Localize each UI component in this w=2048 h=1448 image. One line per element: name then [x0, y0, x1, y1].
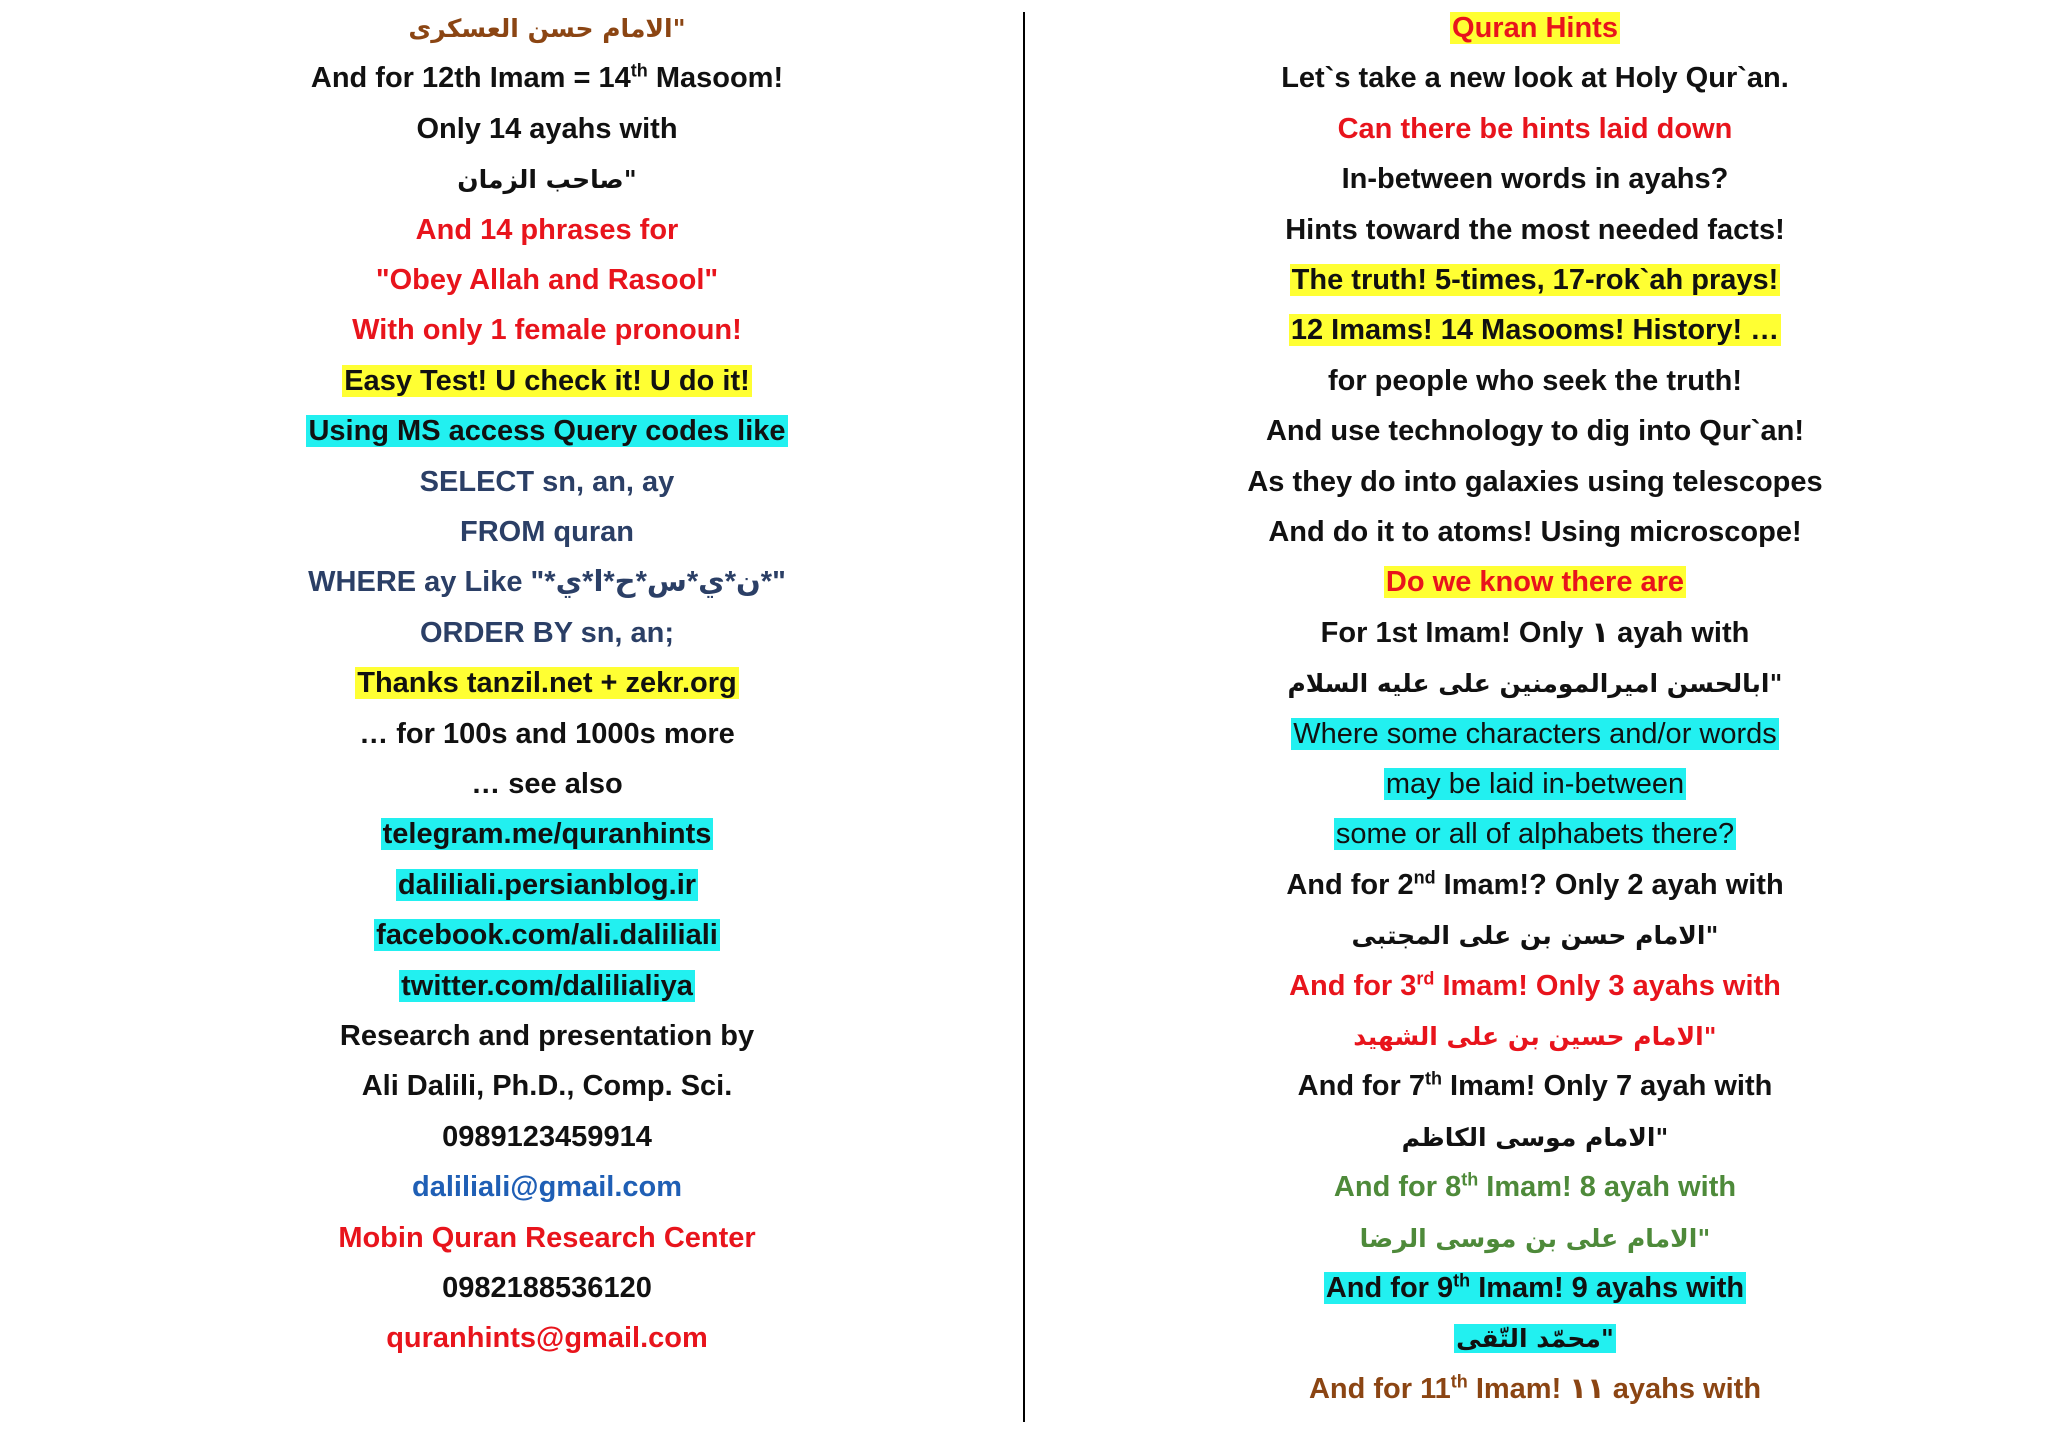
right-column-line [1230, 614, 1840, 652]
left-column-line [247, 866, 847, 904]
line-text: "الامام علی بن موسی الرضا [1359, 1223, 1711, 1253]
left-column-line [247, 967, 847, 1005]
line-text: twitter.com/dalilialiya [401, 969, 693, 1002]
line-text: WHERE ay Like "*ن*ي*س*ح*ا*ي*" [308, 566, 786, 599]
right-column-line [1230, 1319, 1840, 1358]
left-column-line [247, 463, 847, 501]
left-column-line [247, 513, 847, 551]
line-text: "الامام حسن بن علی المجتبی [1351, 921, 1719, 951]
line-text: And do it to atoms! Using microscope! [1268, 516, 1802, 548]
line-text: for people who seek the truth! [1327, 364, 1743, 397]
left-column-line [247, 261, 847, 299]
line-text: "الامام موسی الکاظم [1401, 1122, 1669, 1152]
left-column-line [247, 1219, 847, 1257]
right-column-line [1230, 866, 1840, 904]
line-text: daliliali.persianblog.ir [397, 868, 697, 901]
left-column-line [247, 1168, 847, 1206]
line-text: Mobin Quran Research Center [338, 1221, 756, 1254]
right-column-line [1230, 1017, 1840, 1056]
column-divider [1023, 12, 1025, 1422]
right-column-line [1230, 1219, 1840, 1258]
right-column-line [1230, 59, 1840, 97]
line-text: … see also [471, 768, 623, 800]
line-text: And 14 phrases for [415, 213, 679, 246]
line-text: Thanks tanzil.net + zekr.org [357, 667, 737, 700]
left-column-line [247, 563, 847, 601]
line-text: Can there be hints laid down [1337, 112, 1733, 145]
right-column-line [1230, 967, 1840, 1005]
line-text: Hints toward the most needed facts! [1285, 213, 1785, 246]
left-column-line [247, 362, 847, 400]
right-column-line [1230, 211, 1840, 249]
right-column-line [1230, 765, 1840, 803]
line-text: FROM quran [460, 516, 634, 548]
right-column-line [1230, 412, 1840, 450]
line-text: In-between words in ayahs? [1341, 163, 1729, 196]
line-text: And for 12th Imam = 14th Masoom! [310, 60, 784, 95]
right-column-line [1230, 311, 1840, 349]
line-text: And for 11th Imam! ١١ ayahs with [1308, 1371, 1762, 1405]
left-column-line [247, 1017, 847, 1055]
line-text: "محمّد التّقی [1456, 1324, 1614, 1354]
left-column-line [247, 1067, 847, 1105]
left-column-line [247, 916, 847, 954]
line-text: "الامام حسین بن علی الشهید [1353, 1022, 1717, 1051]
line-text: And for 2nd Imam!? Only 2 ayah with [1286, 867, 1784, 901]
right-column-line [1230, 9, 1840, 47]
line-text: And use technology to dig into Qur`an! [1265, 415, 1805, 448]
left-column-line [247, 1319, 847, 1357]
right-column-line [1230, 513, 1840, 551]
left-column-line [247, 815, 847, 853]
left-column-line [247, 311, 847, 349]
line-text: quranhints@gmail.com [386, 1322, 708, 1355]
right-column-line [1230, 362, 1840, 400]
line-text: As they do into galaxies using telescopes [1247, 465, 1823, 498]
line-text: ORDER BY sn, an; [419, 616, 675, 649]
line-text: Using MS access Query codes like [308, 415, 786, 448]
line-text: … for 100s and 1000s more [359, 717, 735, 750]
left-column-line [247, 9, 847, 48]
line-text: 12 Imams! 14 Masooms! History! … [1290, 314, 1780, 347]
line-text: With only 1 female pronoun! [352, 314, 742, 347]
line-text: 0989123459914 [442, 1120, 652, 1153]
line-text: some or all of alphabets there? [1335, 818, 1735, 851]
line-text: SELECT sn, an, ay [419, 465, 675, 498]
left-column-line [247, 1269, 847, 1307]
right-column-line [1230, 815, 1840, 853]
left-column-line [247, 715, 847, 753]
right-column-line [1230, 1168, 1840, 1206]
line-text: daliliali@gmail.com [411, 1171, 683, 1204]
line-text: Ali Dalili, Ph.D., Comp. Sci. [361, 1070, 733, 1103]
line-text: And for 9th Imam! 9 ayahs with [1325, 1270, 1745, 1304]
line-text: Only 14 ayahs with [416, 112, 678, 145]
right-column-line [1230, 1067, 1840, 1105]
right-column-line [1230, 664, 1840, 703]
left-column-line [247, 614, 847, 652]
line-text: For 1st Imam! Only ١ ayah with [1320, 616, 1750, 649]
right-column-line [1230, 463, 1840, 501]
left-column-line [247, 59, 847, 97]
right-column-line [1230, 1370, 1840, 1408]
line-text: telegram.me/quranhints [382, 818, 712, 851]
left-column-line [247, 765, 847, 803]
line-text: Easy Test! U check it! U do it! [344, 364, 750, 397]
line-text: "Obey Allah and Rasool" [375, 264, 719, 296]
right-column-line [1230, 563, 1840, 601]
right-column-line [1230, 160, 1840, 198]
line-text: 0982188536120 [442, 1272, 652, 1304]
line-text: facebook.com/ali.daliliali [376, 919, 718, 952]
right-column-line [1230, 715, 1840, 753]
line-text: "ابالحسن امیرالمومنین علی علیه السلام [1287, 669, 1783, 699]
line-text: "صاحب الزمان [457, 165, 637, 195]
line-text: Do we know there are [1385, 566, 1685, 599]
right-column-line [1230, 916, 1840, 955]
right-column-line [1230, 1118, 1840, 1157]
right-column-line [1230, 261, 1840, 299]
line-text: may be laid in-between [1385, 768, 1685, 800]
left-column-line [247, 211, 847, 249]
line-text: And for 3rd Imam! Only 3 ayahs with [1289, 967, 1781, 1002]
left-column-line [247, 412, 847, 450]
line-text: Let`s take a new look at Holy Qur`an. [1281, 62, 1789, 95]
line-text: Research and presentation by [339, 1020, 755, 1052]
line-text: And for 7th Imam! Only 7 ayah with [1297, 1068, 1773, 1103]
left-column-line [247, 160, 847, 199]
left-column-line [247, 664, 847, 702]
line-text: The truth! 5-times, 17-rok`ah prays! [1291, 264, 1779, 296]
left-column-line [247, 110, 847, 148]
line-text: Quran Hints [1452, 12, 1618, 44]
line-text: Where some characters and/or words [1293, 717, 1777, 750]
line-text: And for 8th Imam! 8 ayah with [1333, 1169, 1737, 1204]
left-column-line [247, 1118, 847, 1156]
line-text: "الامام حسن العسکری [408, 14, 686, 43]
right-column-line [1230, 1269, 1840, 1307]
right-column-line [1230, 110, 1840, 148]
